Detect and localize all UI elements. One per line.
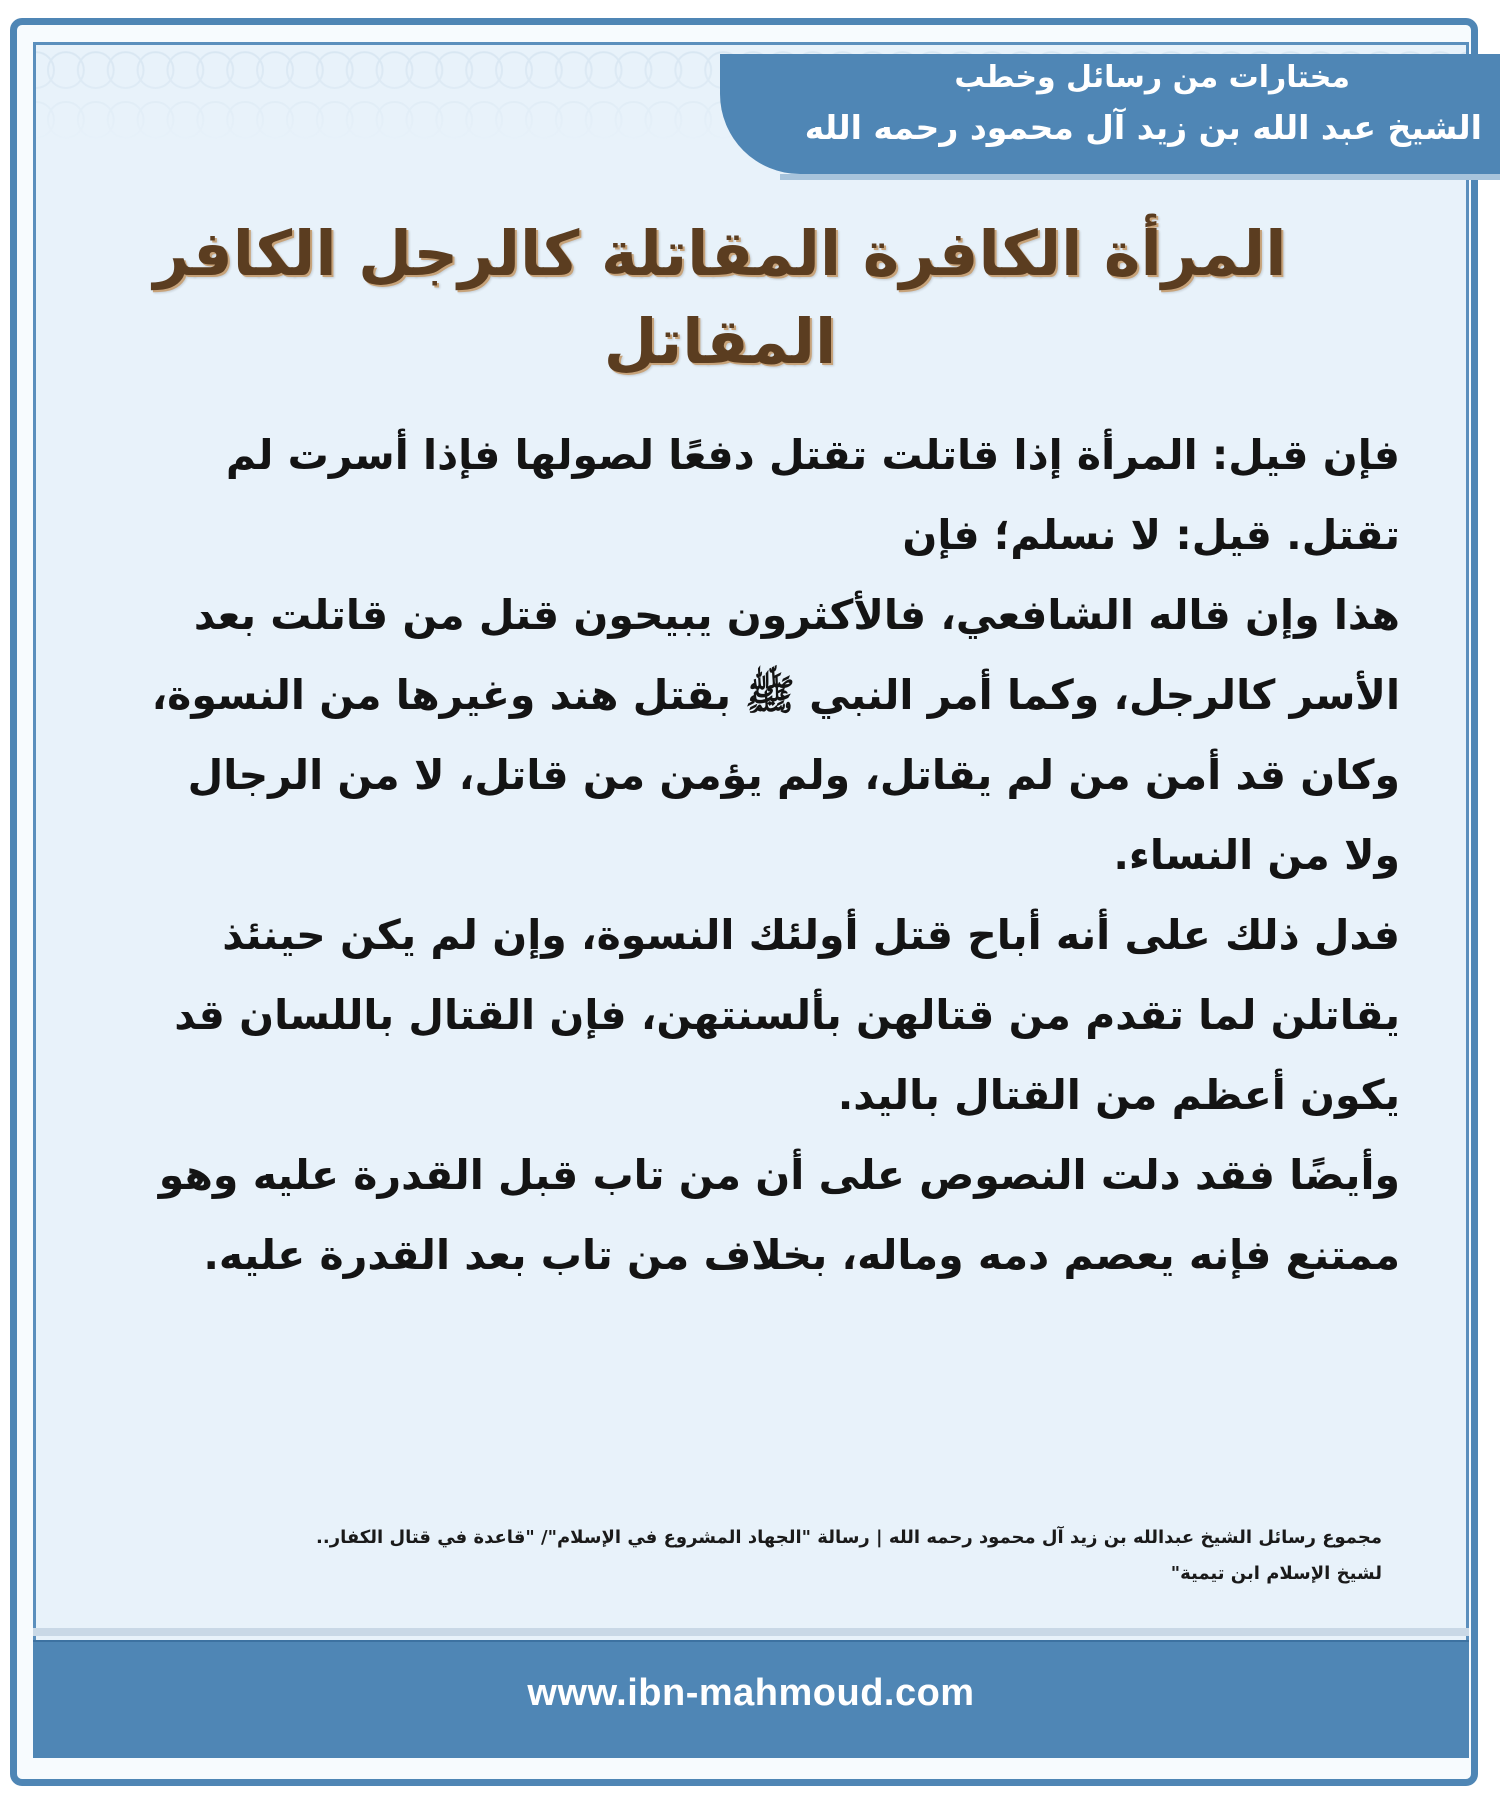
source-citation bbox=[140, 1520, 1382, 1592]
paragraph-2: هذا وإن قاله الشافعي، فالأكثرون يبيحون قتل من قاتلت بعد الأسر كالرجل، وكما أمر النبي ﷺ بقتل هند وغيرها من النسوة، وكان قد أمن من لم يقاتل، ولم يؤمن من قاتل، لا من الرجال ولا من النساء. bbox=[151, 591, 1400, 879]
footer-bar bbox=[33, 1640, 1469, 1758]
paragraph-4: وأيضًا فقد دلت النصوص على أن من تاب قبل القدرة عليه وهو ممتنع فإنه يعصم دمه وماله، بخلاف من تاب بعد القدرة عليه. bbox=[158, 1151, 1400, 1279]
header-series-title: مختارات من رسائل وخطب bbox=[954, 60, 1350, 95]
paragraph-1: فإن قيل: المرأة إذا قاتلت تقتل دفعًا لصولها فإذا أسرت لم تقتل. قيل: لا نسلم؛ فإن bbox=[225, 431, 1400, 559]
citation-line-1: مجموع رسائل الشيخ عبدالله بن زيد آل محمود رحمه الله | رسالة "الجهاد المشروع في الإسلام"/ "قاعدة في قتال الكفار.. bbox=[316, 1527, 1382, 1548]
citation-line-2: لشيخ الإسلام ابن تيمية" bbox=[1170, 1563, 1382, 1584]
article-body bbox=[130, 415, 1400, 1295]
footer-separator bbox=[33, 1628, 1469, 1636]
page-title: المرأة الكافرة المقاتلة كالرجل الكافر المقاتل bbox=[153, 217, 1287, 378]
header-author-name: الشيخ عبد الله بن زيد آل محمود رحمه الله bbox=[804, 108, 1482, 147]
paragraph-3: فدل ذلك على أنه أباح قتل أولئك النسوة، وإن لم يكن حينئذ يقاتلن لما تقدم من قتالهن بألسنتهن، فإن القتال باللسان قد يكون أعظم من القتال باليد. bbox=[174, 911, 1400, 1119]
website-link[interactable]: www.ibn-mahmoud.com bbox=[527, 1672, 975, 1714]
header-ribbon-shadow bbox=[780, 174, 1500, 180]
